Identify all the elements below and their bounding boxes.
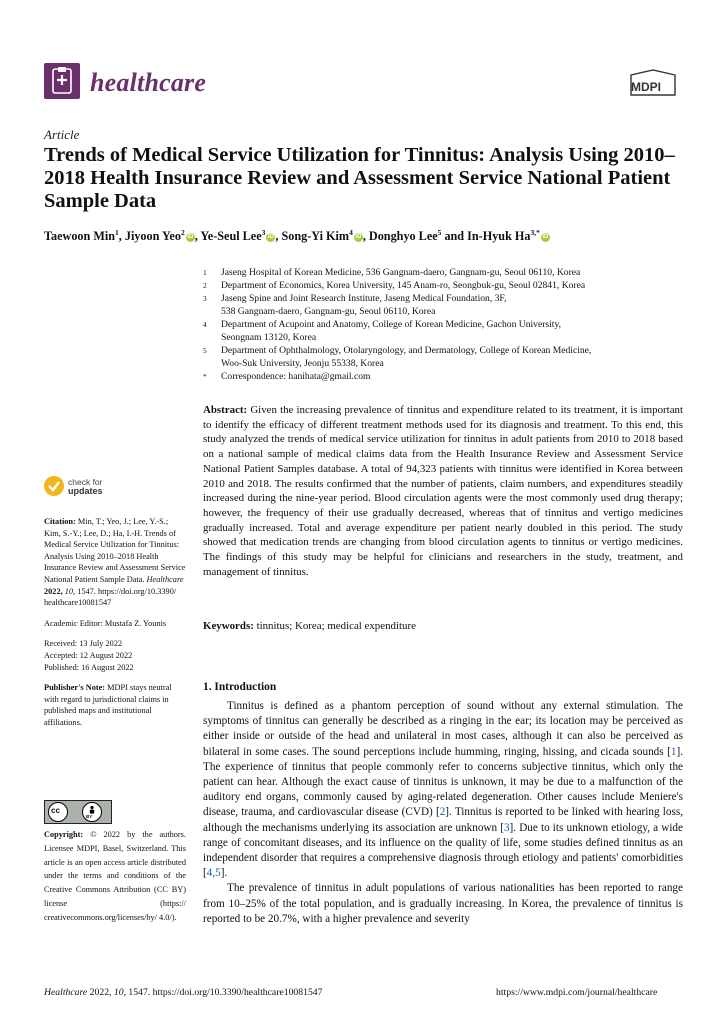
article-type: Article [44, 127, 80, 142]
affiliation-line: 538 Gangnam-daero, Gangnam-gu, Seoul 06110, Korea [221, 306, 436, 317]
editor-name: Mustafa Z. Younis [104, 618, 167, 628]
affiliation-text [221, 266, 683, 279]
intro-text: ]. [220, 867, 228, 880]
citation-ref-link[interactable]: 4,5 [206, 867, 221, 880]
author-list [44, 228, 684, 244]
academic-editor [44, 618, 186, 630]
author-affiliation-sup: 5 [437, 228, 442, 237]
abstract-text: Given the increasing prevalence of tinnitus and expenditure related to its treatment, it is important to identify the efficacy of different treatment methods used for its diagnosis and treatment. To this end, this study analyzed the trends of medical service utilization for tinnitus in adult patients from 2010 to 2018 based on a national sample of medical claims data from the Health Insurance Review and Assessment Service National Patient Samples database. A total of 94,323 patients with tinnitus were identified in Korea between 2010 and 2018. The results confirmed that the number of patients, claim numbers, and expenditures steadily increased during the nine-year period. Blood circulation agents were the most commonly used drug therapy; however, the frequency of their use gradually decreased, whereas that of tinnitus and vertigo medicines gradually increased. Total and average expenditure per patient nearly doubled in this period. The study showed that medication trends are changing from blood circulation agents to tinnitus or vertigo medicines. The findings of this study may be helpful for clinicians and researchers in the study, treatment, and management of tinnitus. [203, 404, 683, 578]
keywords [203, 620, 683, 632]
cc-by-label: BY [86, 814, 93, 819]
affiliation-line: Department of Ophthalmology, Otolaryngology, and Dermatology, College of Korean Medicine, [221, 345, 592, 356]
keywords-label: Keywords: [203, 620, 254, 632]
by-attribution-icon [82, 802, 102, 822]
abstract-label: Abstract: [203, 404, 248, 416]
article-title: Trends of Medical Service Utilization for Tinnitus: Analysis Using 2010–2018 Health Insurance Review and Assessment Service National Patient Sample Data [44, 144, 675, 212]
citation-text: Min, T.; Yeo, J.; Lee, Y.-S.; Kim, S.-Y.; Lee, D.; Ha, I.-H. Trends of Medical Service Utilization for Tinnitus: Analysis Using 2010–2018 Health Insurance Review and Assessment Service National Patient Sample Data. [44, 517, 186, 584]
affiliation-text [221, 292, 683, 318]
author-affiliation-sup: 3,* [530, 228, 540, 237]
affiliation-number: 1 [203, 268, 207, 277]
author-separator: , [118, 229, 125, 244]
author-name[interactable]: Song-Yi Kim [281, 229, 350, 244]
orcid-icon[interactable]: iD [355, 234, 362, 241]
affiliation-number: 3 [203, 294, 207, 303]
publisher-note-label: Publisher's Note: [44, 683, 106, 693]
intro-text: Tinnitus is defined as a phantom perception of sound without any external stimulation. The symptoms of tinnitus can generally be described as a ringing in the ear; its location may be perceived as either inside or outside of the head and unilateral in most cases, although it can also be perceived as bilateral in some cases. The sound perceptions include humming, ringing, hissing, and cicada sounds [ [203, 700, 683, 758]
publisher-name: MDPI [631, 80, 661, 94]
affiliation-number: 2 [203, 281, 207, 290]
citation [44, 516, 186, 609]
orcid-icon[interactable]: iD [542, 234, 549, 241]
published-date: Published: 16 August 2022 [44, 662, 134, 672]
affiliation-item [203, 266, 683, 279]
author-separator: , [362, 229, 369, 244]
author-name[interactable]: Taewoon Min [44, 229, 115, 244]
affiliation-text [221, 344, 683, 370]
orcid-icon[interactable]: iD [187, 234, 194, 241]
cc-icon-text: cc [51, 806, 60, 815]
citation-label: Citation: [44, 517, 76, 526]
keywords-text: tinnitus; Korea; medical expenditure [256, 620, 416, 632]
affiliation-item [203, 318, 683, 344]
intro-paragraph-1 [203, 699, 683, 881]
affiliation-text [221, 370, 683, 383]
author-separator: , [194, 229, 201, 244]
affiliation-item [203, 344, 683, 370]
author-name[interactable]: In-Hyuk Ha [467, 229, 531, 244]
check-updates-line2[interactable]: updates [68, 486, 103, 496]
author-affiliation-sup: 3 [261, 228, 266, 237]
affiliation-line: Jaseng Hospital of Korean Medicine, 536 Gangnam-daero, Gangnam-gu, Seoul 06110, Korea [221, 267, 581, 278]
footer-volume: 10, [113, 987, 126, 998]
citation-volume: 10, [64, 586, 76, 596]
affiliation-number: 4 [203, 320, 207, 329]
journal-name: healthcare [90, 68, 207, 97]
citation-year: 2022, [44, 586, 63, 596]
copyright-text: © 2022 by the authors. Licensee MDPI, Basel, Switzerland. This article is an open access article distributed under the terms and conditions of the Creative Commons Attribution (CC BY) license (https:// creativecommons.org/licenses/by/ 4.0/). [44, 830, 186, 922]
author-affiliation-sup: 4 [349, 228, 353, 237]
affiliation-text [221, 279, 683, 292]
footer-year: 2022, [89, 987, 112, 998]
check-for-updates-icon[interactable] [44, 476, 64, 496]
affiliation-number: 5 [203, 346, 207, 355]
dates [44, 638, 186, 673]
introduction-body [203, 699, 683, 927]
intro-text: ]. Due to its unknown etiology, a wide range of concomitant diseases, and its influence on the quality of life, some studies defined tinnitus as an independent disorder that requires a comprehensive diagnosis through etiology and patients' comorbidities [ [203, 821, 683, 880]
affiliation-line: Woo-Suk University, Jeonju 55338, Korea [221, 358, 384, 369]
affiliation-item [203, 370, 683, 383]
healthcare-logo-icon [44, 63, 80, 99]
footer-journal: Healthcare [44, 987, 88, 998]
citation-ref-link[interactable]: 1 [670, 745, 677, 758]
affiliation-line: Department of Economics, Korea University, 145 Anam-ro, Seongbuk-gu, Seoul 02841, Korea [221, 280, 586, 291]
sidebar [44, 516, 186, 738]
editor-label: Academic Editor: [44, 618, 103, 628]
author-name[interactable]: Donghyo Lee [368, 229, 438, 244]
author-affiliation-sup: 1 [115, 228, 119, 237]
author-name[interactable]: Jiyoon Yeo [124, 229, 181, 244]
citation-ref-link[interactable]: 2 [439, 806, 446, 819]
affiliation-item [203, 279, 683, 292]
citation-ref-link[interactable]: 3 [503, 821, 510, 834]
accepted-date: Accepted: 12 August 2022 [44, 650, 133, 660]
affiliation-line: Department of Acupoint and Anatomy, College of Korean Medicine, Gachon University, [221, 319, 562, 330]
received-date: Received: 13 July 2022 [44, 639, 123, 649]
affiliation-item [203, 292, 683, 318]
intro-text: ]. The experience of tinnitus that people commonly refer to concerns subjective tinnitus, which only the patient can hear. Although the exact cause of tinnitus is unknown, it may be due to a malfunction of the auditory end organs, commonly caused by aging-related degeneration. Other causes include Meniere's disease, trauma, and cardiovascular disease (CVD) [ [203, 745, 683, 819]
affiliation-line: Correspondence: hanihata@gmail.com [221, 371, 371, 382]
affiliation-text [221, 318, 683, 344]
citation-doi-link[interactable]: 1547. https://doi.org/10.3390/ healthcare10081547 [44, 586, 177, 608]
footer-doi-link[interactable]: 1547. https://doi.org/10.3390/healthcare10081547 [128, 987, 323, 998]
footer-journal-url[interactable]: https://www.mdpi.com/journal/healthcare [496, 987, 658, 998]
author-name[interactable]: Ye-Seul Lee [200, 229, 262, 244]
intro-paragraph-2: The prevalence of tinnitus in adult populations of various nationalities has been reported to range from 10–25% of the total population, and is gradually increasing. In Korea, the prevalence of tinnitus is reported to be 20.7%, with a higher prevalence and severity [203, 882, 683, 925]
affiliations [203, 266, 683, 383]
abstract [203, 403, 683, 579]
copyright-label: Copyright: [44, 830, 84, 839]
publisher-note [44, 682, 186, 728]
orcid-icon[interactable]: iD [267, 234, 274, 241]
affiliation-number: * [203, 372, 207, 381]
affiliation-line: Seongnam 13120, Korea [221, 332, 317, 343]
author-separator: , [275, 229, 282, 244]
section-heading: 1. Introduction [203, 681, 277, 693]
publisher-note-text: MDPI stays neutral with regard to jurisdictional claims in published maps and institutional affiliations. [44, 683, 172, 727]
citation-journal: Healthcare [146, 574, 184, 584]
affiliation-line: Jaseng Spine and Joint Research Institute, Jaseng Medical Foundation, 3F, [221, 293, 507, 304]
copyright [44, 828, 186, 925]
intro-text: ]. Tinnitus is reported to be linked with hearing loss, although the mechanisms underlying its association are unknown [ [203, 806, 683, 834]
author-affiliation-sup: 2 [180, 228, 185, 237]
footer-citation [44, 987, 323, 998]
check-updates-line1[interactable]: check for [68, 477, 103, 487]
author-separator: and [441, 229, 468, 244]
